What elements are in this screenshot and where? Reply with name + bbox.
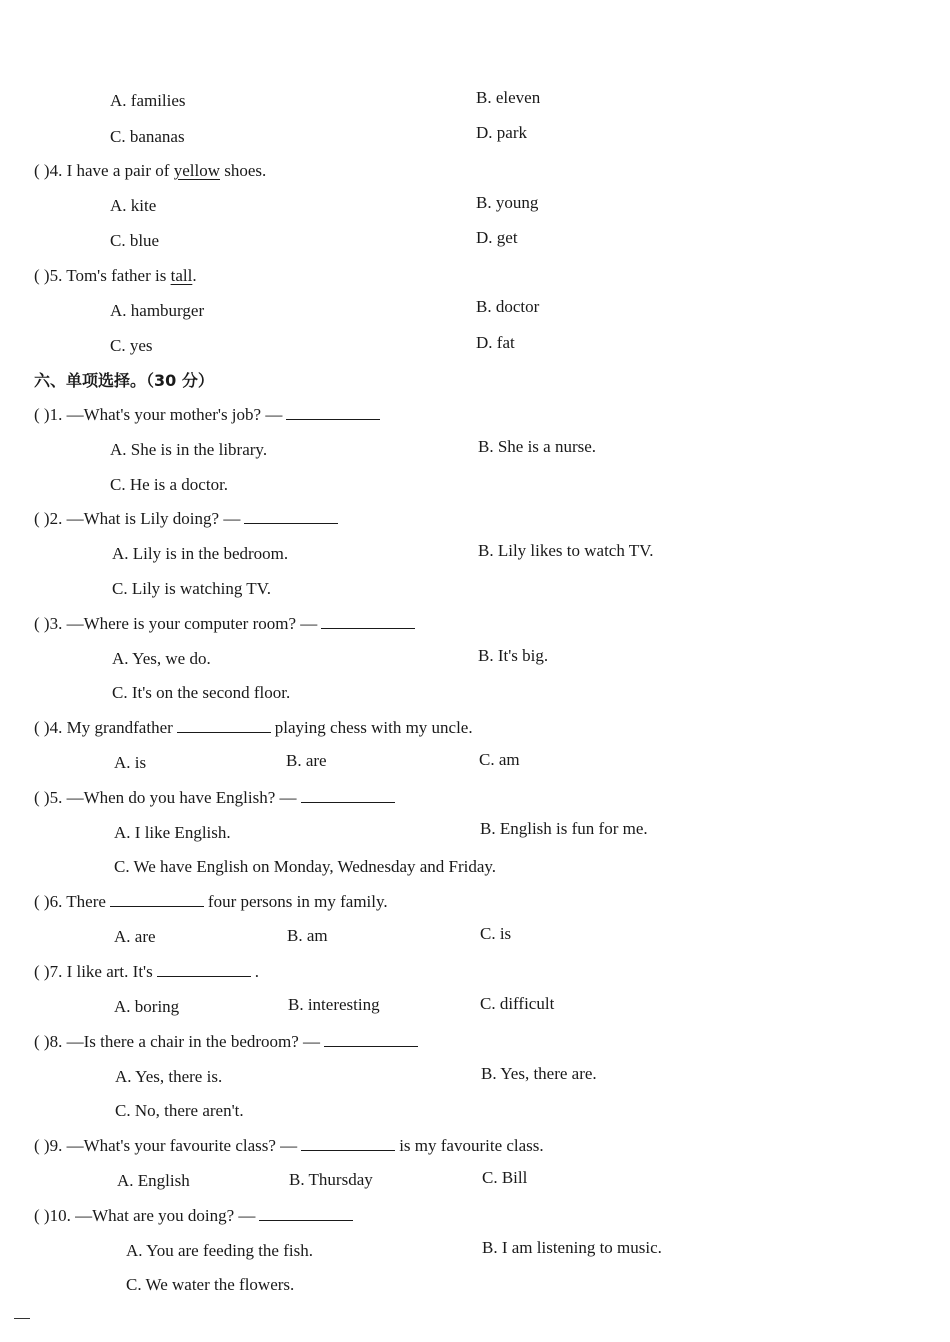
option-c: C. He is a doctor. bbox=[110, 475, 229, 494]
question-stem-end: four persons in my family. bbox=[207, 892, 388, 911]
option-c: C. is bbox=[480, 924, 512, 943]
question-stem-end: shoes. bbox=[220, 161, 267, 180]
option-b: B. are bbox=[286, 751, 327, 770]
section-heading: 六、单项选择。（30 分） bbox=[34, 371, 214, 390]
option-a: A. She is in the library. bbox=[110, 440, 268, 459]
question-stem-end: playing chess with my uncle. bbox=[274, 718, 473, 737]
option-d: D. park bbox=[476, 123, 527, 142]
option-a: A. Yes, there is. bbox=[115, 1067, 223, 1086]
option-c: C. difficult bbox=[480, 994, 555, 1013]
option-b: B. eleven bbox=[476, 88, 541, 107]
option-d: D. get bbox=[476, 228, 518, 247]
underlined-word: tall bbox=[170, 266, 193, 285]
answer-blank bbox=[110, 892, 204, 907]
question-8 bbox=[34, 1031, 422, 1053]
option-b: B. am bbox=[287, 926, 328, 945]
option-b: B. Yes, there are. bbox=[481, 1064, 597, 1083]
question-6 bbox=[34, 891, 388, 913]
option-c: C. yes bbox=[110, 336, 153, 355]
option-c: C. bananas bbox=[110, 127, 185, 146]
option-a: A. hamburger bbox=[110, 301, 205, 320]
page-mark bbox=[14, 1318, 30, 1319]
question-4 bbox=[34, 160, 266, 182]
option-b: B. young bbox=[476, 193, 539, 212]
answer-blank bbox=[177, 718, 271, 733]
question-stem: ( )5. Tom's father is bbox=[34, 266, 171, 285]
option-a: A. are bbox=[114, 927, 156, 946]
question-stem: ( )10. —What are you doing? — bbox=[34, 1206, 256, 1225]
question-stem: ( )1. —What's your mother's job? — bbox=[34, 405, 283, 424]
option-b: B. She is a nurse. bbox=[478, 437, 597, 456]
option-c: C. No, there aren't. bbox=[115, 1101, 244, 1120]
option-a: A. English bbox=[117, 1171, 190, 1190]
answer-blank bbox=[244, 509, 338, 524]
question-stem: ( )3. —Where is your computer room? — bbox=[34, 614, 318, 633]
question-stem: ( )4. My grandfather bbox=[34, 718, 173, 737]
option-b: B. doctor bbox=[476, 297, 540, 316]
option-b: B. I am listening to music. bbox=[482, 1238, 662, 1257]
answer-blank bbox=[286, 405, 380, 420]
question-9 bbox=[34, 1135, 544, 1157]
question-10 bbox=[34, 1205, 357, 1227]
question-7 bbox=[34, 961, 259, 983]
question-stem-end: is my favourite class. bbox=[399, 1136, 544, 1155]
option-a: A. I like English. bbox=[114, 823, 231, 842]
answer-blank bbox=[301, 788, 395, 803]
question-stem: ( )6. There bbox=[34, 892, 106, 911]
question-stem-end: . bbox=[254, 962, 259, 981]
question-stem: ( )4. I have a pair of bbox=[34, 161, 174, 180]
question-4-choice bbox=[34, 717, 473, 739]
option-d: D. fat bbox=[476, 333, 515, 352]
option-a: A. kite bbox=[110, 196, 157, 215]
answer-blank bbox=[301, 1136, 395, 1151]
answer-blank bbox=[259, 1206, 353, 1221]
option-a: A. boring bbox=[114, 997, 180, 1016]
question-2 bbox=[34, 508, 342, 530]
option-b: B. interesting bbox=[288, 995, 380, 1014]
option-b: B. English is fun for me. bbox=[480, 819, 648, 838]
option-c: C. We water the flowers. bbox=[126, 1275, 295, 1294]
option-c: C. Lily is watching TV. bbox=[112, 579, 271, 598]
question-3 bbox=[34, 613, 419, 635]
option-a: A. Yes, we do. bbox=[112, 649, 211, 668]
option-c: C. It's on the second floor. bbox=[112, 683, 291, 702]
question-1 bbox=[34, 404, 384, 426]
option-c: C. We have English on Monday, Wednesday and Friday. bbox=[114, 857, 497, 876]
question-5-choice bbox=[34, 787, 399, 809]
question-stem: ( )7. I like art. It's bbox=[34, 962, 153, 981]
option-c: C. am bbox=[479, 750, 520, 769]
option-b: B. Lily likes to watch TV. bbox=[478, 541, 654, 560]
option-b: B. It's big. bbox=[478, 646, 549, 665]
answer-blank bbox=[321, 614, 415, 629]
option-c: C. Bill bbox=[482, 1168, 528, 1187]
question-stem-end: . bbox=[192, 266, 197, 285]
answer-blank bbox=[157, 962, 251, 977]
option-b: B. Thursday bbox=[289, 1170, 373, 1189]
option-a: A. families bbox=[110, 91, 186, 110]
question-5 bbox=[34, 265, 197, 287]
question-stem: ( )5. —When do you have English? — bbox=[34, 788, 297, 807]
underlined-word: yellow bbox=[173, 161, 220, 180]
option-c: C. blue bbox=[110, 231, 160, 250]
option-a: A. Lily is in the bedroom. bbox=[112, 544, 289, 563]
question-stem: ( )8. —Is there a chair in the bedroom? — bbox=[34, 1032, 321, 1051]
question-stem: ( )2. —What is Lily doing? — bbox=[34, 509, 241, 528]
question-stem: ( )9. —What's your favourite class? — bbox=[34, 1136, 298, 1155]
answer-blank bbox=[324, 1032, 418, 1047]
option-a: A. You are feeding the fish. bbox=[126, 1241, 313, 1260]
option-a: A. is bbox=[114, 753, 147, 772]
